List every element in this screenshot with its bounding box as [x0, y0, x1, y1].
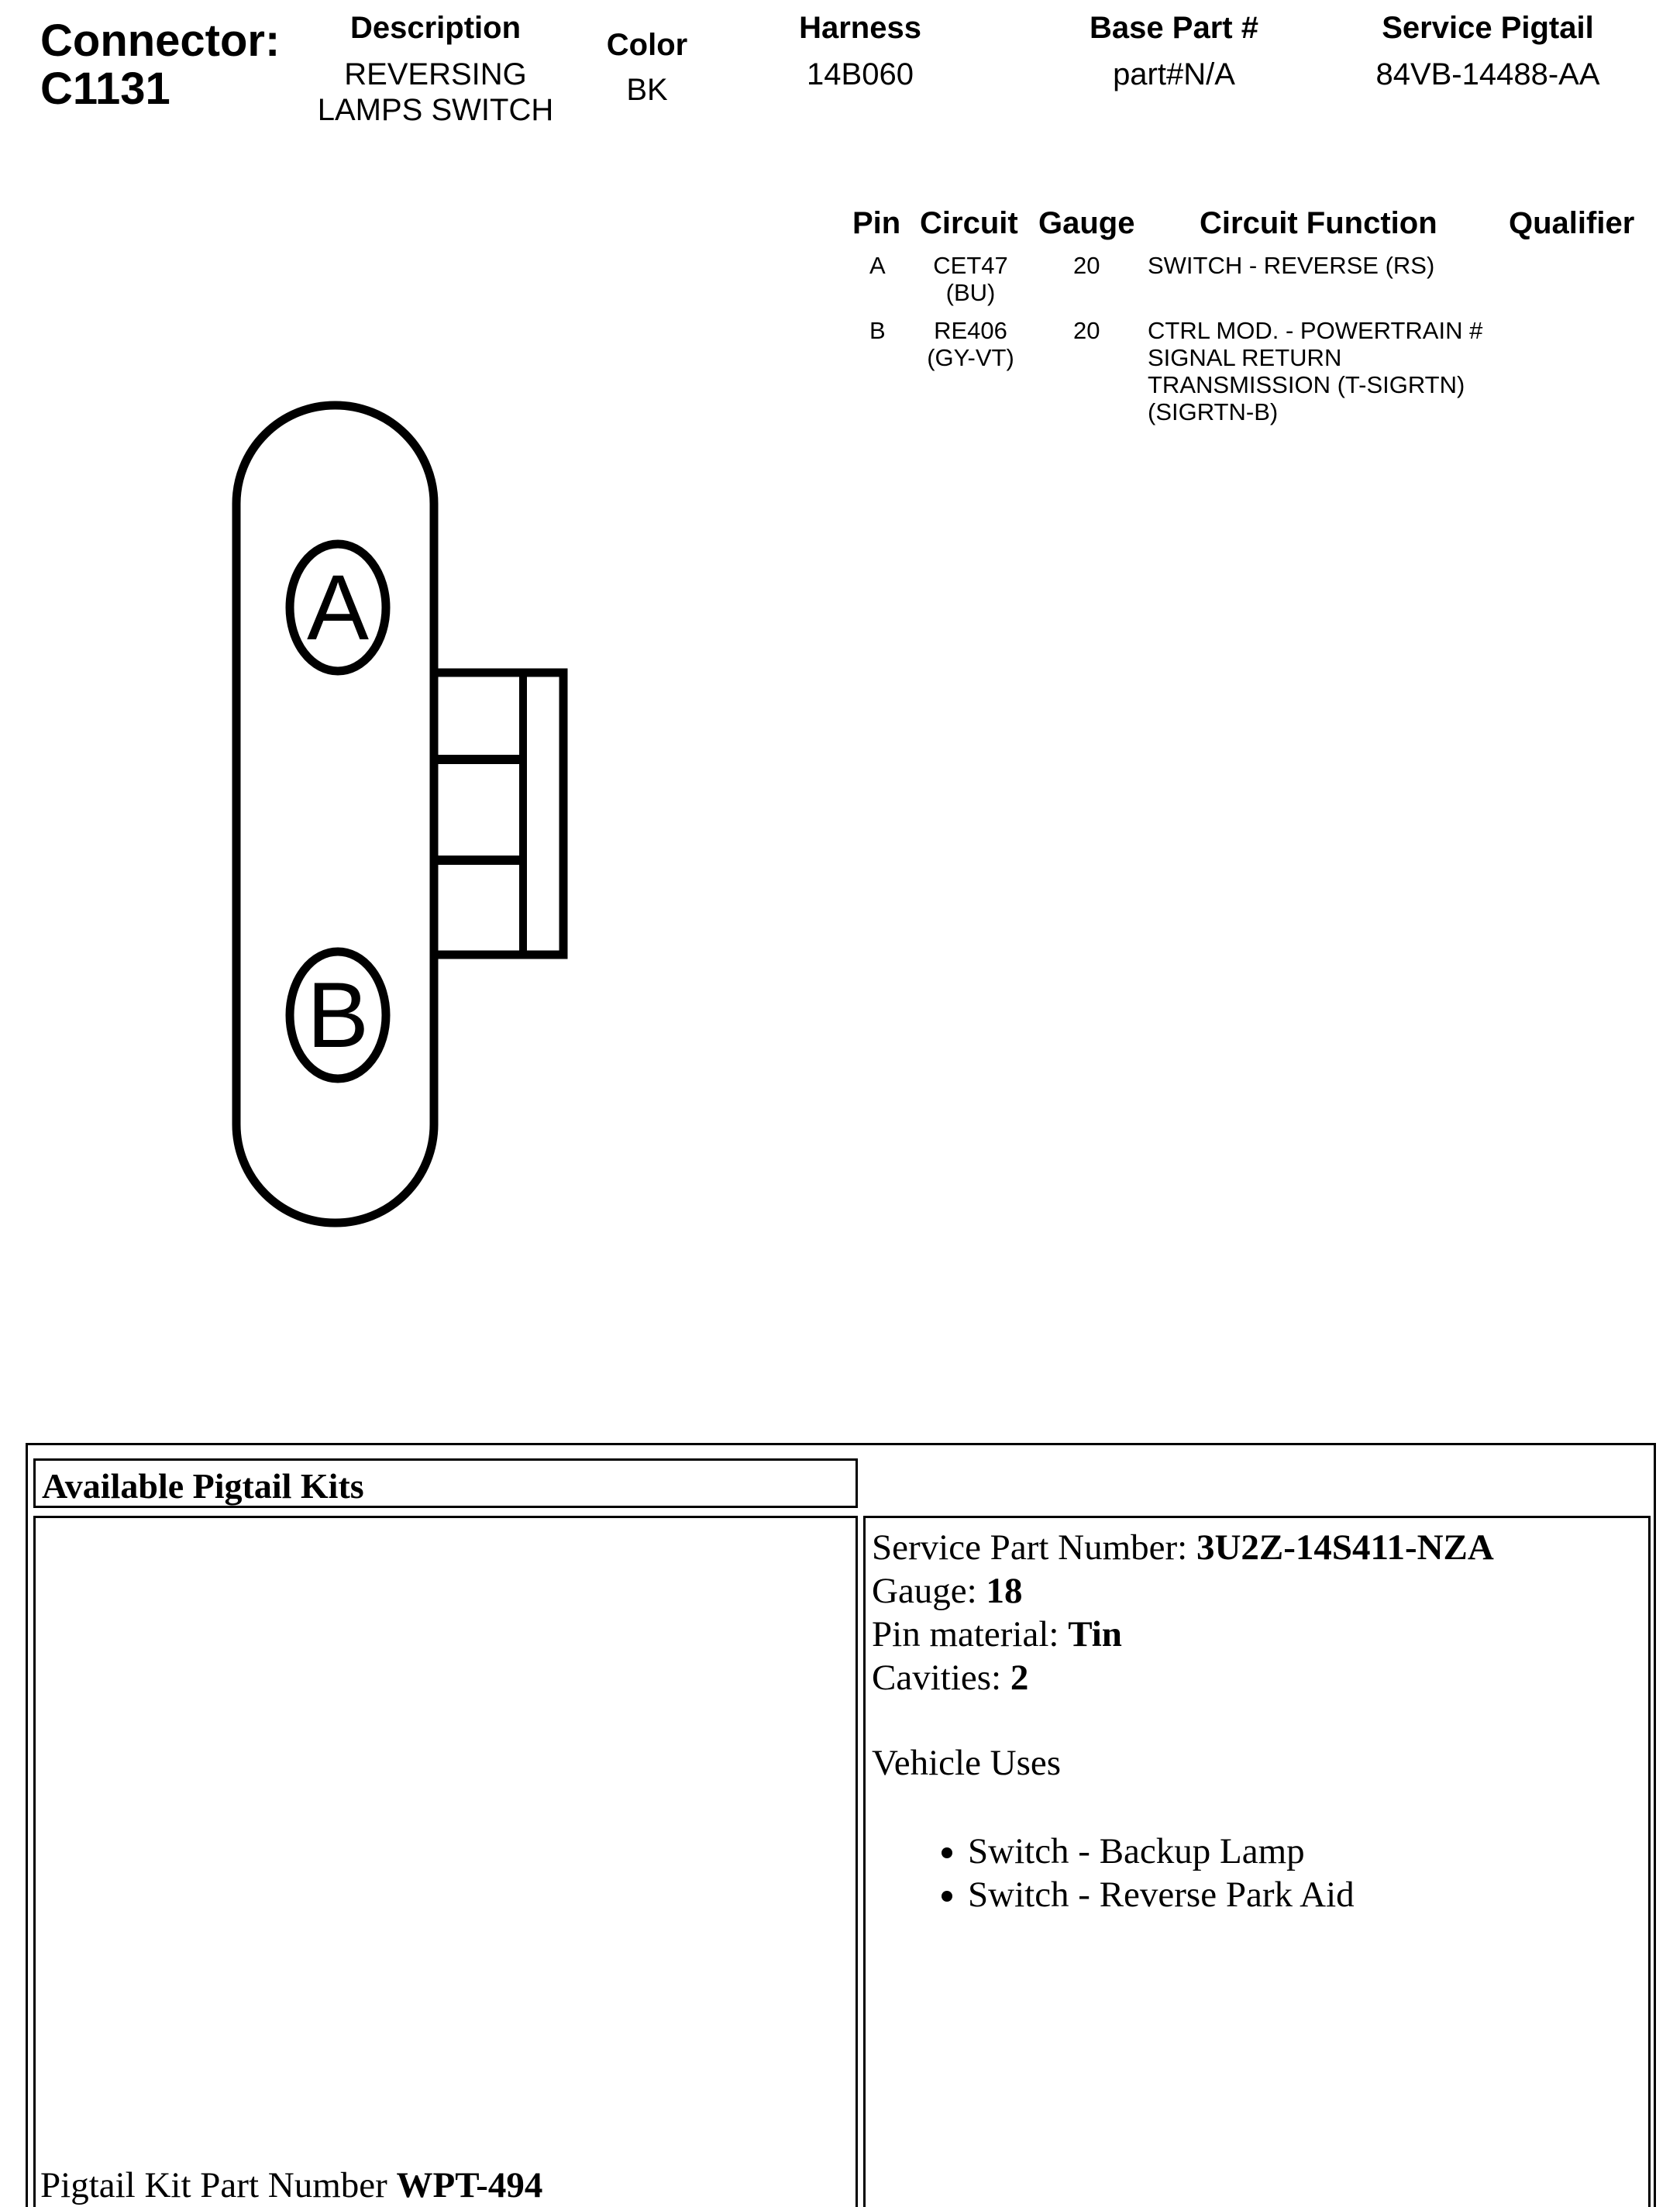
col-circuit-header: Circuit — [920, 206, 1018, 240]
connector-housing — [236, 405, 434, 1223]
gauge-cell: 20 — [1073, 317, 1100, 344]
harness-label: Harness — [799, 11, 921, 45]
connector-diagram — [225, 395, 573, 1232]
col-qualifier-header: Qualifier — [1509, 206, 1635, 240]
harness-value: 14B060 — [807, 57, 914, 91]
circuit-code: RE406 — [934, 317, 1007, 344]
service-pigtail-value: 84VB-14488-AA — [1375, 57, 1600, 91]
circuit-code: CET47 — [933, 252, 1008, 279]
service-part-number — [872, 1526, 1642, 1569]
col-pin-header: Pin — [852, 206, 901, 240]
pin-b-label: B — [306, 963, 370, 1067]
pigtail-details-cell — [863, 1516, 1651, 2207]
col-gauge-header: Gauge — [1038, 206, 1135, 240]
pin-cell: B — [869, 317, 886, 344]
function-line: TRANSMISSION (T-SIGRTN) — [1148, 371, 1465, 398]
list-item: • Switch - Reverse Park Aid — [968, 1873, 1642, 1916]
gauge-line — [872, 1569, 1642, 1613]
description-label: Description — [349, 11, 522, 45]
vehicle-uses-label: Vehicle Uses — [872, 1743, 1062, 1783]
gauge-label: Gauge: — [872, 1571, 986, 1611]
kit-part-label: Pigtail Kit Part Number — [40, 2165, 397, 2205]
circuit-color: (GY-VT) — [927, 344, 1014, 371]
service-part-value: 3U2Z-14S411-NZA — [1196, 1527, 1494, 1568]
connector-title — [40, 17, 280, 113]
function-cell — [1148, 317, 1482, 425]
pigtail-kits-title-box — [33, 1458, 858, 1508]
connector-latch — [434, 673, 563, 955]
pin-cell: A — [869, 252, 886, 279]
function-line: (SIGRTN-B) — [1148, 398, 1279, 425]
gauge-cell: 20 — [1073, 252, 1100, 279]
service-pigtail-label: Service Pigtail — [1382, 11, 1594, 45]
vehicle-uses-list — [872, 1830, 1642, 1916]
harness-column — [767, 11, 953, 92]
cavities-value: 2 — [1010, 1658, 1029, 1698]
circuit-cell — [907, 317, 1035, 371]
function-cell — [1148, 252, 1434, 279]
pigtail-kit-part-number — [40, 2164, 542, 2207]
function-line: SWITCH - REVERSE (RS) — [1148, 252, 1435, 279]
description-value-line1: REVERSING — [344, 57, 527, 91]
connector-id: C1131 — [40, 64, 170, 114]
base-part-column — [1062, 11, 1286, 92]
description-value-line2: LAMPS SWITCH — [317, 93, 554, 127]
pigtail-kits-title: Available Pigtail Kits — [42, 1466, 364, 1506]
pin-material-line — [872, 1613, 1642, 1656]
pin-a-label: A — [306, 556, 370, 659]
kit-part-value: WPT-494 — [396, 2165, 543, 2205]
pin-material-label: Pin material: — [872, 1614, 1069, 1654]
col-function-header: Circuit Function — [1200, 206, 1437, 240]
circuit-color: (BU) — [945, 279, 996, 306]
pin-material-value: Tin — [1068, 1614, 1122, 1654]
cavities-label: Cavities: — [872, 1658, 1010, 1698]
color-value: BK — [626, 73, 668, 107]
cavities-line — [872, 1656, 1642, 1699]
function-line: CTRL MOD. - POWERTRAIN # — [1148, 317, 1483, 344]
circuit-cell — [907, 252, 1035, 306]
service-pigtail-column — [1341, 11, 1635, 92]
color-column — [589, 28, 705, 108]
base-part-value: part#N/A — [1113, 57, 1235, 91]
base-part-label: Base Part # — [1090, 11, 1258, 45]
description-column — [296, 11, 575, 128]
function-line: SIGNAL RETURN — [1148, 344, 1342, 371]
list-item: • Switch - Backup Lamp — [968, 1830, 1642, 1873]
gauge-value: 18 — [986, 1571, 1023, 1611]
service-part-label: Service Part Number: — [872, 1527, 1196, 1568]
color-label: Color — [606, 28, 688, 62]
connector-label: Connector: — [40, 15, 281, 66]
pigtail-image-cell — [33, 1516, 858, 2207]
